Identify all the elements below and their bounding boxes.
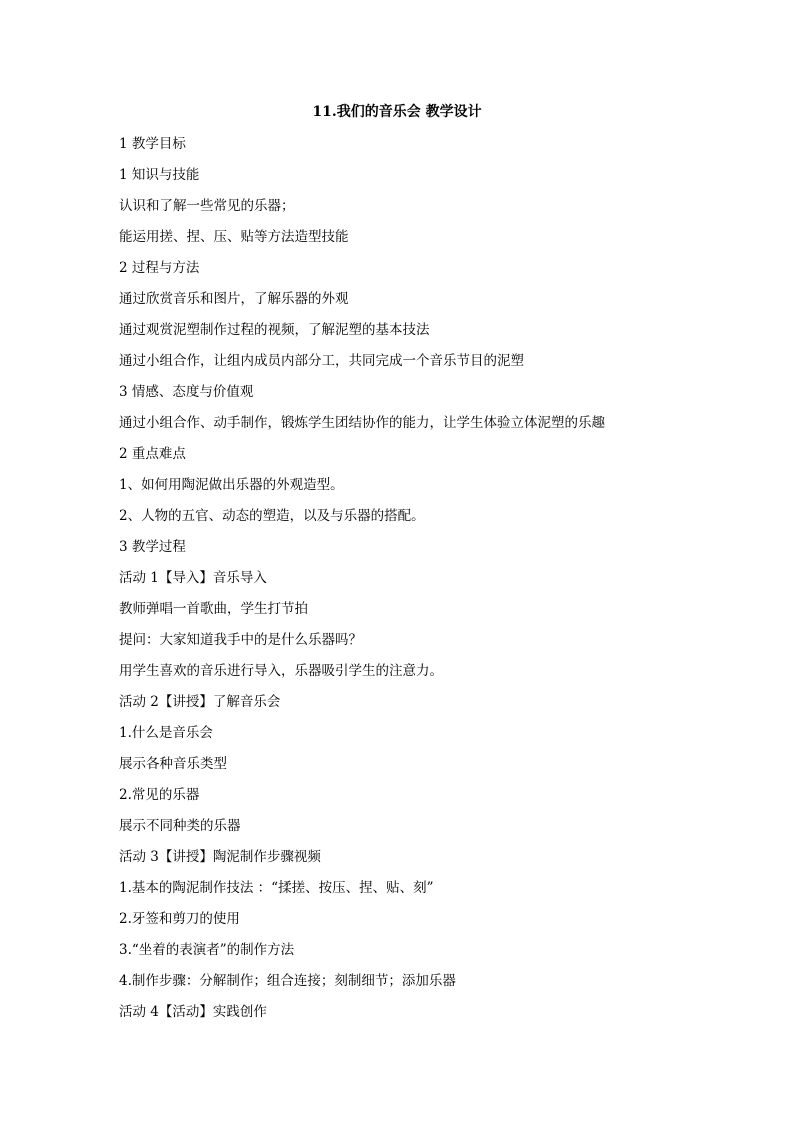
body-line: 展示不同种类的乐器 [119,818,241,834]
subheading-emotion-values: 3 情感、态度与价值观 [119,384,254,400]
body-line: 3.“坐着的表演者”的制作方法 [119,942,295,958]
subheading-process-methods: 2 过程与方法 [119,260,200,276]
document-body [119,133,759,1032]
section-heading-teaching-process: 3 教学过程 [119,539,186,555]
body-line: 2.常见的乐器 [119,787,200,803]
body-line: 2、人物的五官、动态的塑造，以及与乐器的搭配。 [119,508,425,524]
section-heading-teaching-goals: 1 教学目标 [119,136,186,152]
activity-heading-4: 活动 4【活动】实践创作 [119,1004,267,1020]
body-line: 用学生喜欢的音乐进行导入，乐器吸引学生的注意力。 [119,663,443,679]
body-line: 认识和了解一些常见的乐器； [119,198,295,214]
document-title: 11.我们的音乐会 教学设计 [312,104,482,120]
body-line: 展示各种音乐类型 [119,756,227,772]
body-line: 通过欣赏音乐和图片，了解乐器的外观 [119,291,349,307]
body-line: 2.牙签和剪刀的使用 [119,911,240,927]
body-line: 通过小组合作，让组内成员内部分工，共同完成一个音乐节目的泥塑 [119,353,524,369]
body-line: 提问：大家知道我手中的是什么乐器吗？ [119,632,362,648]
body-line: 1.什么是音乐会 [119,725,213,741]
body-line: 1、如何用陶泥做出乐器的外观造型。 [119,477,344,493]
activity-heading-2: 活动 2【讲授】了解音乐会 [119,694,281,710]
activity-heading-1: 活动 1【导入】音乐导入 [119,570,267,586]
body-line: 1.基本的陶泥制作技法 ：“揉搓、按压、捏、贴、刻” [119,880,434,896]
subheading-knowledge-skills: 1 知识与技能 [119,167,200,183]
body-line: 4.制作步骤：分解制作；组合连接；刻制细节；添加乐器 [119,973,456,989]
body-line: 通过小组合作、动手制作，锻炼学生团结协作的能力，让学生体验立体泥塑的乐趣 [119,415,605,431]
section-heading-key-points: 2 重点难点 [119,446,186,462]
body-line: 能运用搓、捏、压、贴等方法造型技能 [119,229,349,245]
body-line: 通过观赏泥塑制作过程的视频，了解泥塑的基本技法 [119,322,430,338]
activity-heading-3: 活动 3【讲授】陶泥制作步骤视频 [119,849,321,865]
body-line: 教师弹唱一首歌曲，学生打节拍 [119,601,308,617]
